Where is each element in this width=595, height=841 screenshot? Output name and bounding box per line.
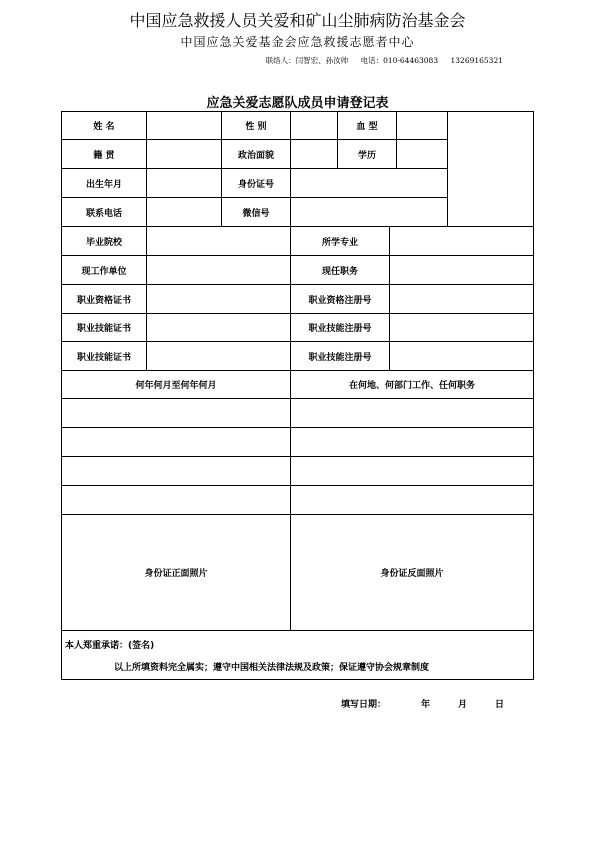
label-position: 现任职务 <box>290 255 390 285</box>
history-detail-2[interactable] <box>290 427 534 457</box>
contact-people: 联络人：闫智宏、孙汝帅 <box>265 56 349 65</box>
label-qual-reg: 职业资格注册号 <box>290 284 390 314</box>
label-birth: 出生年月 <box>61 168 147 198</box>
field-id-no[interactable] <box>290 168 448 198</box>
history-detail-4[interactable] <box>290 485 534 515</box>
contact-mobile: 13269165321 <box>450 56 503 65</box>
history-period-2[interactable] <box>61 427 291 457</box>
label-native: 籍 贯 <box>61 139 147 169</box>
field-politics[interactable] <box>290 139 338 169</box>
date-day: 日 <box>495 700 505 710</box>
label-qual-cert: 职业资格证书 <box>61 284 147 314</box>
pledge-label: 本人郑重承诺：(签名) <box>65 641 155 651</box>
date-label: 填写日期： <box>341 700 387 710</box>
label-school: 毕业院校 <box>61 226 147 256</box>
label-politics: 政治面貌 <box>221 139 291 169</box>
header-sub-name: 中国应急关爱基金会应急救援志愿者中心 <box>180 35 415 49</box>
history-detail-3[interactable] <box>290 456 534 486</box>
field-skill-reg-2[interactable] <box>389 341 534 371</box>
field-qual-cert[interactable] <box>146 284 291 314</box>
id-back-photo[interactable]: 身份证反面照片 <box>290 514 534 631</box>
history-period-4[interactable] <box>61 485 291 515</box>
date-month: 月 <box>458 700 468 710</box>
form-title: 应急关爱志愿队成员申请登记表 <box>206 96 389 111</box>
date-year: 年 <box>421 700 431 710</box>
label-id-no: 身份证号 <box>221 168 291 198</box>
label-workplace: 现工作单位 <box>61 255 147 285</box>
label-period: 何年何月至何年何月 <box>61 370 291 399</box>
label-skill-reg-1: 职业技能注册号 <box>290 313 390 342</box>
label-skill-cert-2: 职业技能证书 <box>61 341 147 371</box>
history-detail-1[interactable] <box>290 398 534 428</box>
label-skill-reg-2: 职业技能注册号 <box>290 341 390 371</box>
field-major[interactable] <box>389 226 534 256</box>
field-blood[interactable] <box>396 111 448 140</box>
history-period-3[interactable] <box>61 456 291 486</box>
label-name: 姓 名 <box>61 111 147 140</box>
field-school[interactable] <box>146 226 291 256</box>
label-education: 学历 <box>337 139 397 169</box>
photo-area[interactable] <box>447 111 534 227</box>
header-org-name: 中国应急救援人员关爱和矿山尘肺病防治基金会 <box>129 11 466 30</box>
id-front-photo[interactable]: 身份证正面照片 <box>61 514 291 631</box>
label-gender: 性 别 <box>221 111 291 140</box>
pledge-text: 以上所填资料完全属实；遵守中国相关法律法规及政策；保证遵守协会规章制度 <box>114 663 430 673</box>
field-workplace[interactable] <box>146 255 291 285</box>
history-period-1[interactable] <box>61 398 291 428</box>
field-phone[interactable] <box>146 197 222 227</box>
field-wechat[interactable] <box>290 197 448 227</box>
label-wechat: 微信号 <box>221 197 291 227</box>
field-skill-reg-1[interactable] <box>389 313 534 342</box>
field-name[interactable] <box>146 111 222 140</box>
label-major: 所学专业 <box>290 226 390 256</box>
field-birth[interactable] <box>146 168 222 198</box>
label-phone: 联系电话 <box>61 197 147 227</box>
field-gender[interactable] <box>290 111 338 140</box>
field-education[interactable] <box>396 139 448 169</box>
field-skill-cert-1[interactable] <box>146 313 291 342</box>
label-blood: 血 型 <box>337 111 397 140</box>
field-position[interactable] <box>389 255 534 285</box>
field-skill-cert-2[interactable] <box>146 341 291 371</box>
contact-phone: 电话：010-64463083 <box>360 56 439 65</box>
field-native[interactable] <box>146 139 222 169</box>
label-work-history: 在何地、何部门工作、任何职务 <box>290 370 534 399</box>
label-skill-cert-1: 职业技能证书 <box>61 313 147 342</box>
field-qual-reg[interactable] <box>389 284 534 314</box>
